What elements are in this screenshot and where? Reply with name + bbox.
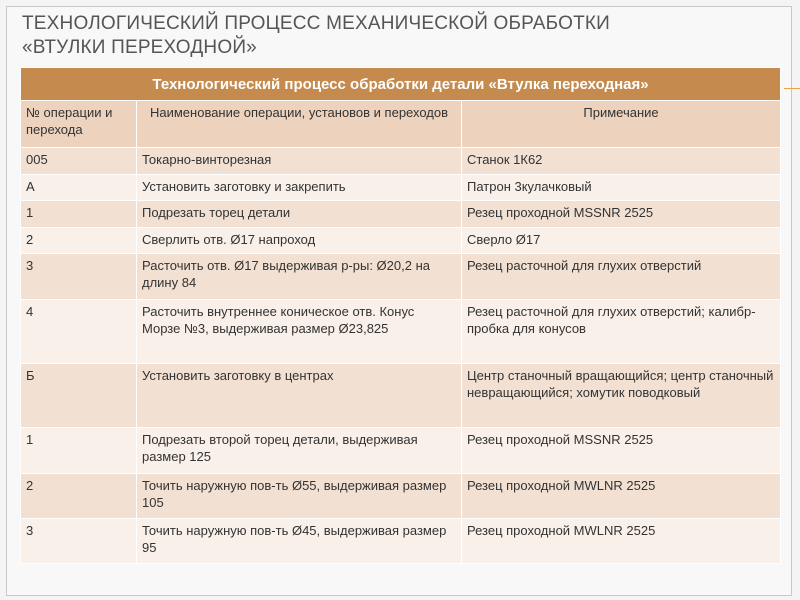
cell-operation: Подрезать торец детали	[137, 201, 462, 228]
column-header-number: № операции и перехода	[21, 101, 137, 148]
table-row	[21, 201, 781, 228]
cell-note: Резец проходной MSSNR 2525	[462, 428, 781, 474]
table-row	[21, 428, 781, 474]
cell-number: 3	[21, 519, 137, 564]
table-row	[21, 228, 781, 254]
cell-number: 005	[21, 148, 137, 175]
cell-note: Резец расточной для глухих отверстий	[462, 254, 781, 300]
cell-operation: Установить заготовку в центрах	[137, 364, 462, 428]
cell-note: Резец расточной для глухих отверстий; калибр-пробка для конусов	[462, 300, 781, 364]
cell-operation: Установить заготовку и закрепить	[137, 175, 462, 201]
table-row	[21, 519, 781, 564]
cell-note: Резец проходной MSSNR 2525	[462, 201, 781, 228]
table-header: Технологический процесс обработки детали «Втулка переходная»	[21, 68, 781, 101]
cell-note: Центр станочный вращающийся; центр станочный невращающийся; хомутик поводковый	[462, 364, 781, 428]
accent-line	[784, 88, 800, 89]
table-row	[21, 175, 781, 201]
column-header-note: Примечание	[462, 101, 781, 148]
cell-operation: Сверлить отв. Ø17 напроход	[137, 228, 462, 254]
cell-note: Сверло Ø17	[462, 228, 781, 254]
table-row	[21, 148, 781, 175]
table-row	[21, 474, 781, 519]
process-table	[20, 67, 781, 564]
column-header-operation: Наименование операции, установов и переходов	[137, 101, 462, 148]
cell-operation: Подрезать второй торец детали, выдерживая размер 125	[137, 428, 462, 474]
table-row	[21, 364, 781, 428]
cell-operation: Точить наружную пов-ть Ø55, выдерживая размер 105	[137, 474, 462, 519]
cell-number: 2	[21, 474, 137, 519]
cell-operation: Точить наружную пов-ть Ø45, выдерживая размер 95	[137, 519, 462, 564]
cell-note: Резец проходной MWLNR 2525	[462, 474, 781, 519]
cell-number: Б	[21, 364, 137, 428]
cell-note: Станок 1К62	[462, 148, 781, 175]
column-header-row	[21, 101, 781, 148]
cell-number: 2	[21, 228, 137, 254]
slide-title	[22, 12, 782, 60]
cell-operation: Расточить внутреннее коническое отв. Конус Морзе №3, выдерживая размер Ø23,825	[137, 300, 462, 364]
cell-number: 1	[21, 201, 137, 228]
cell-number: 3	[21, 254, 137, 300]
cell-number: 1	[21, 428, 137, 474]
slide-title-line-1: ТЕХНОЛОГИЧЕСКИЙ ПРОЦЕСС МЕХАНИЧЕСКОЙ ОБРАБОТКИ	[22, 13, 611, 34]
cell-operation: Расточить отв. Ø17 выдерживая р-ры: Ø20,2 на длину 84	[137, 254, 462, 300]
table-row	[21, 254, 781, 300]
cell-note: Патрон 3кулачковый	[462, 175, 781, 201]
cell-number: А	[21, 175, 137, 201]
cell-note: Резец проходной MWLNR 2525	[462, 519, 781, 564]
slide-title-line-2: «ВТУЛКИ ПЕРЕХОДНОЙ»	[22, 37, 257, 58]
cell-operation: Токарно-винторезная	[137, 148, 462, 175]
process-table-container	[20, 67, 780, 564]
cell-number: 4	[21, 300, 137, 364]
table-row	[21, 300, 781, 364]
